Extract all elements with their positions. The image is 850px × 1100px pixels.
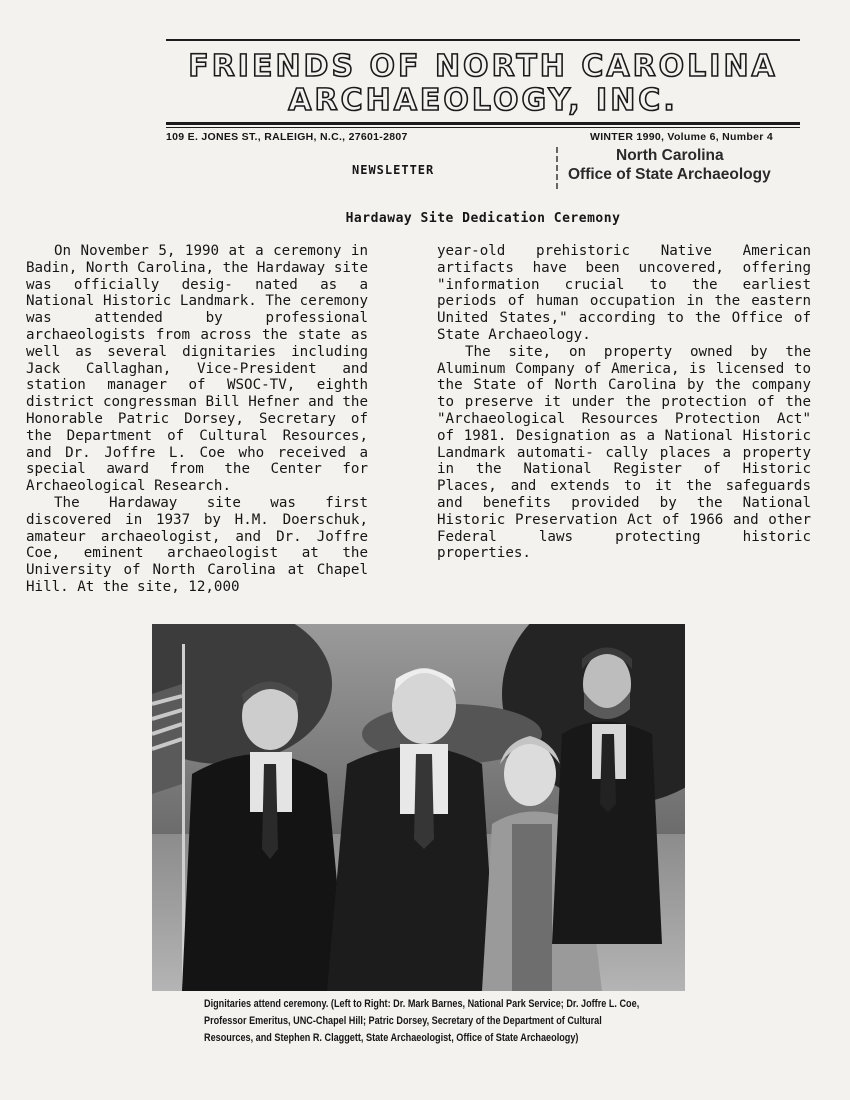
article-paragraph: The Hardaway site was first discovered in 1937 by H.M. Doerschuk, amateur archaeologist, and Dr. Joffre Coe, eminent archaeologist at the University of North Carolina at Chapel Hill. At the site, 12,000 [26,494,368,595]
stamp-line-1: North Carolina [616,147,724,164]
article-paragraph: year-old prehistoric Native American artifacts have been uncovered, offering "information crucial to the earliest periods of human occupation in the eastern United States," according to the Office of State Archaeology. [437,243,811,343]
article-column-1 [26,243,368,596]
masthead-line-1: FRIENDS OF NORTH CAROLINA [188,49,778,84]
photo-illustration [152,624,685,991]
newsletter-label: NEWSLETTER [352,163,435,177]
article-paragraph: The site, on property owned by the Aluminum Company of America, is licensed to the State of North Carolina by the company to preserve it under the protection of the "Archaeological Resources Protection Act" of 1981. Designation as a National Historic Landmark automati- cally places a property in the National Register of Historic Places, and extends to it the safeguards and benefits provided by the National Historic Preservation Act of 1966 and other Federal laws protecting historic properties. [437,343,811,562]
dignitaries-photo [152,624,685,991]
article-title: Hardaway Site Dedication Ceremony [345,211,621,226]
masthead-rule-thin [166,127,800,128]
masthead-rule-thick [166,122,800,125]
top-rule [166,39,800,41]
stamp-divider [556,147,560,189]
stamp-line-2: Office of State Archaeology [568,166,771,183]
photo-caption: Dignitaries attend ceremony. (Left to Right: Dr. Mark Barnes, National Park Service; Dr. Joffre L. Coe, Professor Emeritus, UNC-Chapel Hill; Patric Dorsey, Secretary of the Department of Cultural Resources, and Stephen R. Claggett, State Archaeologist, Office of State Archaeology) [204,998,640,1044]
article-column-2 [437,243,811,562]
address: 109 E. JONES ST., RALEIGH, N.C., 27601-2807 [166,131,408,143]
article-paragraph: On November 5, 1990 at a ceremony in Badin, North Carolina, the Hardaway site was officially desig- nated as a National Historic Landmark. The ceremony was attended by professional archaeologists from across the state as well as several dignitaries including Jack Callaghan, Vice-President and station manager of WSOC-TV, eighth district congressman Bill Hefner and the Honorable Patric Dorsey, Secretary of the Department of Cultural Resources, and Dr. Joffre L. Coe who received a special award from the Center for Archaeological Research. [26,243,368,495]
masthead-line-2: ARCHAEOLOGY, INC. [288,83,678,118]
issue-info: WINTER 1990, Volume 6, Number 4 [590,131,773,143]
office-stamp [568,146,788,184]
